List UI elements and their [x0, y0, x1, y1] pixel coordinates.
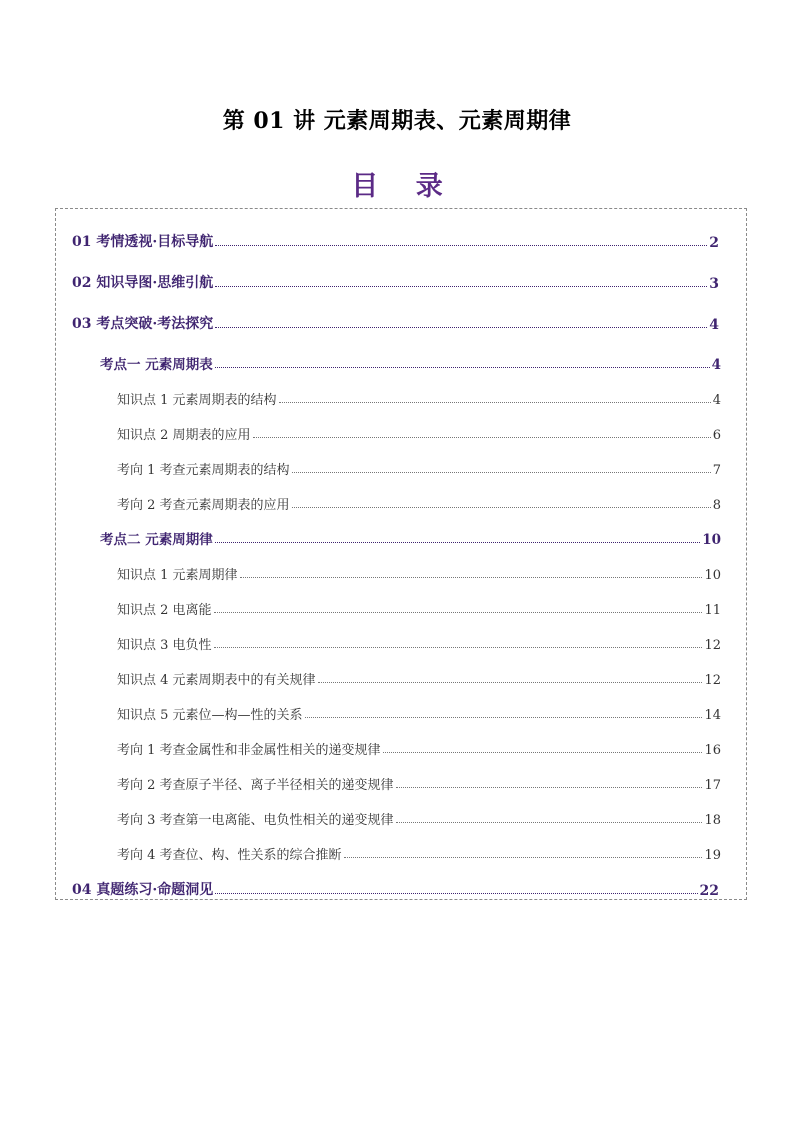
toc-leader — [383, 752, 703, 753]
toc-entry-label: 考向 2 考查元素周期表的应用 — [117, 498, 290, 513]
toc-page-number: 10 — [704, 568, 721, 583]
toc-entry-label: 考向 1 考查元素周期表的结构 — [117, 463, 290, 478]
toc-box — [55, 208, 747, 900]
toc-page-number: 22 — [699, 883, 719, 899]
toc-entry-kaoxiang-1-2[interactable] — [56, 493, 746, 513]
toc-entry-label: 知识点 1 元素周期表的结构 — [117, 393, 277, 408]
toc-page-number: 17 — [704, 778, 721, 793]
toc-entry-zhishidian-2-2[interactable] — [56, 598, 746, 618]
toc-page-number: 18 — [704, 813, 721, 828]
toc-leader — [215, 893, 697, 894]
toc-leader — [215, 367, 710, 368]
toc-entry-label: 考向 3 考查第一电离能、电负性相关的递变规律 — [117, 813, 394, 828]
toc-entry-label: 知识点 2 周期表的应用 — [117, 428, 251, 443]
toc-entry-zhishidian-2-4[interactable] — [56, 668, 746, 688]
toc-leader — [215, 245, 707, 246]
toc-page-number: 4 — [709, 317, 719, 333]
toc-page-number: 6 — [712, 428, 721, 443]
toc-entry-label: 知识点 4 元素周期表中的有关规律 — [117, 673, 316, 688]
toc-leader — [292, 472, 711, 473]
toc-leader — [292, 507, 711, 508]
toc-leader — [215, 286, 707, 287]
toc-entry-zhishidian-1-1[interactable] — [56, 388, 746, 408]
toc-page-number: 4 — [712, 393, 721, 408]
toc-entry-kaoxiang-2-3[interactable] — [56, 808, 746, 828]
toc-entry-kaoxiang-2-1[interactable] — [56, 738, 746, 758]
toc-entry-label: 01 考情透视·目标导航 — [72, 234, 214, 250]
toc-leader — [396, 787, 703, 788]
toc-entry-label: 知识点 1 元素周期律 — [117, 568, 238, 583]
toc-entry-label: 知识点 5 元素位—构—性的关系 — [117, 708, 303, 723]
toc-page-number: 11 — [704, 603, 721, 618]
toc-entry-label: 03 考点突破·考法探究 — [72, 316, 214, 332]
toc-page-number: 8 — [712, 498, 721, 513]
toc-entry-kaoxiang-1-1[interactable] — [56, 458, 746, 478]
toc-leader — [214, 647, 703, 648]
toc-page-number: 2 — [709, 235, 719, 251]
toc-entry-zhishidian-1-2[interactable] — [56, 423, 746, 443]
toc-leader — [215, 542, 701, 543]
toc-leader — [214, 612, 703, 613]
toc-entry-zhishidian-2-3[interactable] — [56, 633, 746, 653]
page-title: 第 01 讲 元素周期表、元素周期律 — [222, 108, 572, 134]
toc-entry-kaodian-1[interactable] — [56, 353, 746, 373]
toc-leader — [344, 857, 703, 858]
toc-page-number: 12 — [704, 673, 721, 688]
toc-page-number: 3 — [709, 276, 719, 292]
toc-leader — [305, 717, 703, 718]
toc-entry-label: 考点二 元素周期律 — [100, 532, 213, 548]
toc-entry-label: 考点一 元素周期表 — [100, 357, 213, 373]
toc-entry-zhishi-daotu[interactable] — [56, 272, 746, 292]
toc-entry-label: 04 真题练习·命题洞见 — [72, 882, 214, 898]
toc-entry-kaoxiang-2-4[interactable] — [56, 843, 746, 863]
toc-page-number: 10 — [702, 532, 721, 548]
toc-leader — [396, 822, 703, 823]
toc-entry-zhishidian-2-1[interactable] — [56, 563, 746, 583]
toc-leader — [318, 682, 703, 683]
toc-entry-kaoxiang-2-2[interactable] — [56, 773, 746, 793]
toc-entry-label: 知识点 2 电离能 — [117, 603, 212, 618]
toc-page-number: 7 — [712, 463, 721, 478]
toc-entry-label: 02 知识导图·思维引航 — [72, 275, 214, 291]
toc-entry-kaodian-2[interactable] — [56, 528, 746, 548]
toc-entry-kaodian-tupo[interactable] — [56, 313, 746, 333]
toc-leader — [215, 327, 707, 328]
toc-leader — [253, 437, 711, 438]
toc-entry-kaoqing[interactable] — [56, 231, 746, 251]
toc-page-number: 12 — [704, 638, 721, 653]
toc-page-number: 4 — [711, 357, 721, 373]
toc-page-number: 14 — [704, 708, 721, 723]
toc-page-number: 16 — [704, 743, 721, 758]
toc-leader — [279, 402, 711, 403]
toc-entry-zhenti-lianxi[interactable] — [56, 879, 746, 899]
toc-entry-zhishidian-2-5[interactable] — [56, 703, 746, 723]
toc-entry-label: 考向 4 考查位、构、性关系的综合推断 — [117, 848, 342, 863]
toc-entry-label: 知识点 3 电负性 — [117, 638, 212, 653]
toc-page-number: 19 — [704, 848, 721, 863]
toc-entry-label: 考向 2 考查原子半径、离子半径相关的递变规律 — [117, 778, 394, 793]
toc-entry-label: 考向 1 考查金属性和非金属性相关的递变规律 — [117, 743, 381, 758]
toc-heading: 目 录 — [351, 171, 457, 202]
toc-leader — [240, 577, 703, 578]
